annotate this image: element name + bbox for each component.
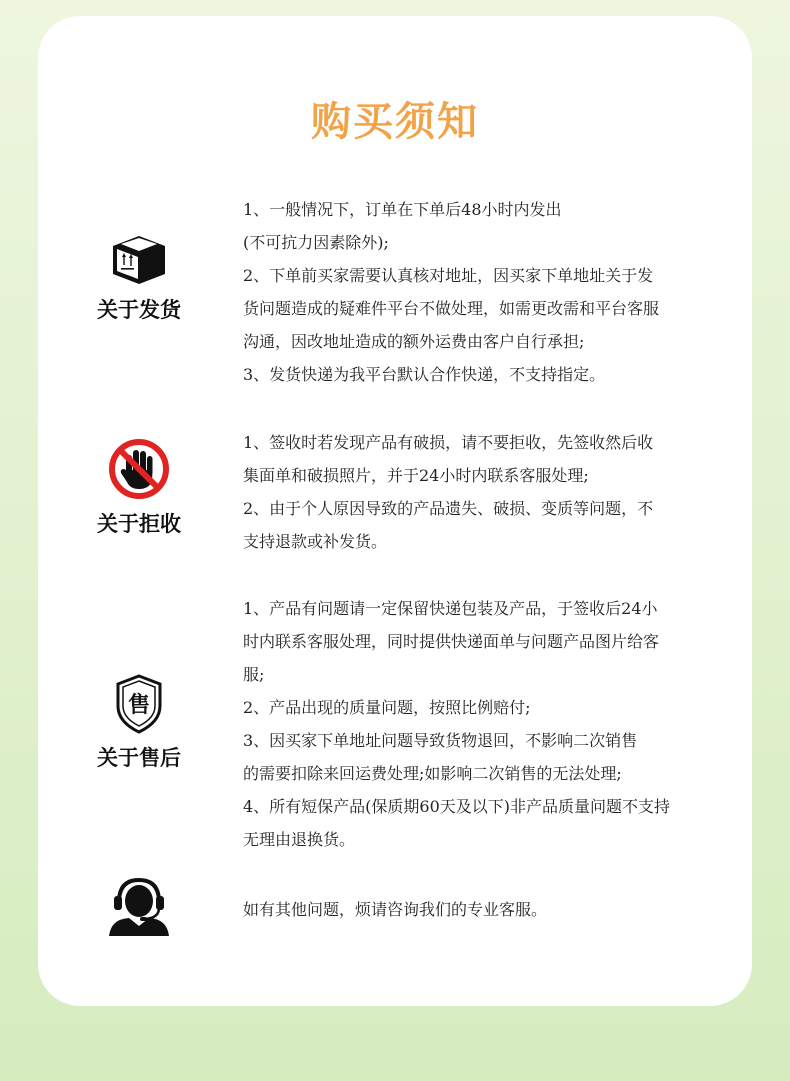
text-line: 货问题造成的疑难件平台不做处理，如需更改需和平台客服 (243, 299, 660, 318)
section-text (243, 193, 723, 391)
text-line: 沟通，因改地址造成的额外运费由客户自行承担; (243, 332, 585, 351)
shield-sell-char: 售 (127, 693, 151, 718)
page-title: 购买须知 (311, 98, 479, 145)
customer-service-icon (107, 874, 171, 936)
text-line: 集面单和破损照片，并于24小时内联系客服处理; (243, 466, 589, 485)
shield-sell-icon (115, 674, 163, 734)
notice-card (38, 16, 752, 1006)
text-line: 3、发货快递为我平台默认合作快递，不支持指定。 (243, 365, 606, 384)
package-box-icon (111, 234, 167, 286)
text-line: 2、由于个人原因导致的产品遗失、破损、变质等问题，不 (243, 499, 654, 518)
stop-hand-icon (108, 438, 170, 500)
text-line: 1、产品有问题请一定保留快递包装及产品，于签收后24小 (243, 599, 658, 618)
text-line: 服; (243, 665, 265, 684)
text-line: 无理由退换货。 (243, 830, 356, 849)
text-line: 时内联系客服处理，同时提供快递面单与问题产品图片给客 (243, 632, 660, 651)
text-line: 4、所有短保产品(保质期60天及以下)非产品质量问题不支持 (243, 797, 671, 816)
text-line: 2、产品出现的质量问题，按照比例赔付; (243, 698, 531, 717)
text-line: (不可抗力因素除外); (243, 233, 389, 252)
section-text (243, 893, 723, 926)
text-line: 支持退款或补发货。 (243, 532, 388, 551)
section-text (243, 592, 723, 856)
text-line: 1、签收时若发现产品有破损，请不要拒收，先签收然后收 (243, 433, 654, 452)
section-label: 关于拒收 (97, 511, 181, 536)
text-line: 3、因买家下单地址问题导致货物退回，不影响二次销售 (243, 731, 638, 750)
text-line: 1、一般情况下，订单在下单后48小时内发出 (243, 200, 562, 219)
section-text (243, 426, 723, 558)
text-line: 的需要扣除来回运费处理;如影响二次销售的无法处理; (243, 764, 622, 783)
text-line: 如有其他问题，烦请咨询我们的专业客服。 (243, 900, 548, 919)
text-line: 2、下单前买家需要认真核对地址，因买家下单地址关于发 (243, 266, 654, 285)
section-label: 关于售后 (97, 745, 181, 770)
section-label: 关于发货 (97, 297, 181, 322)
